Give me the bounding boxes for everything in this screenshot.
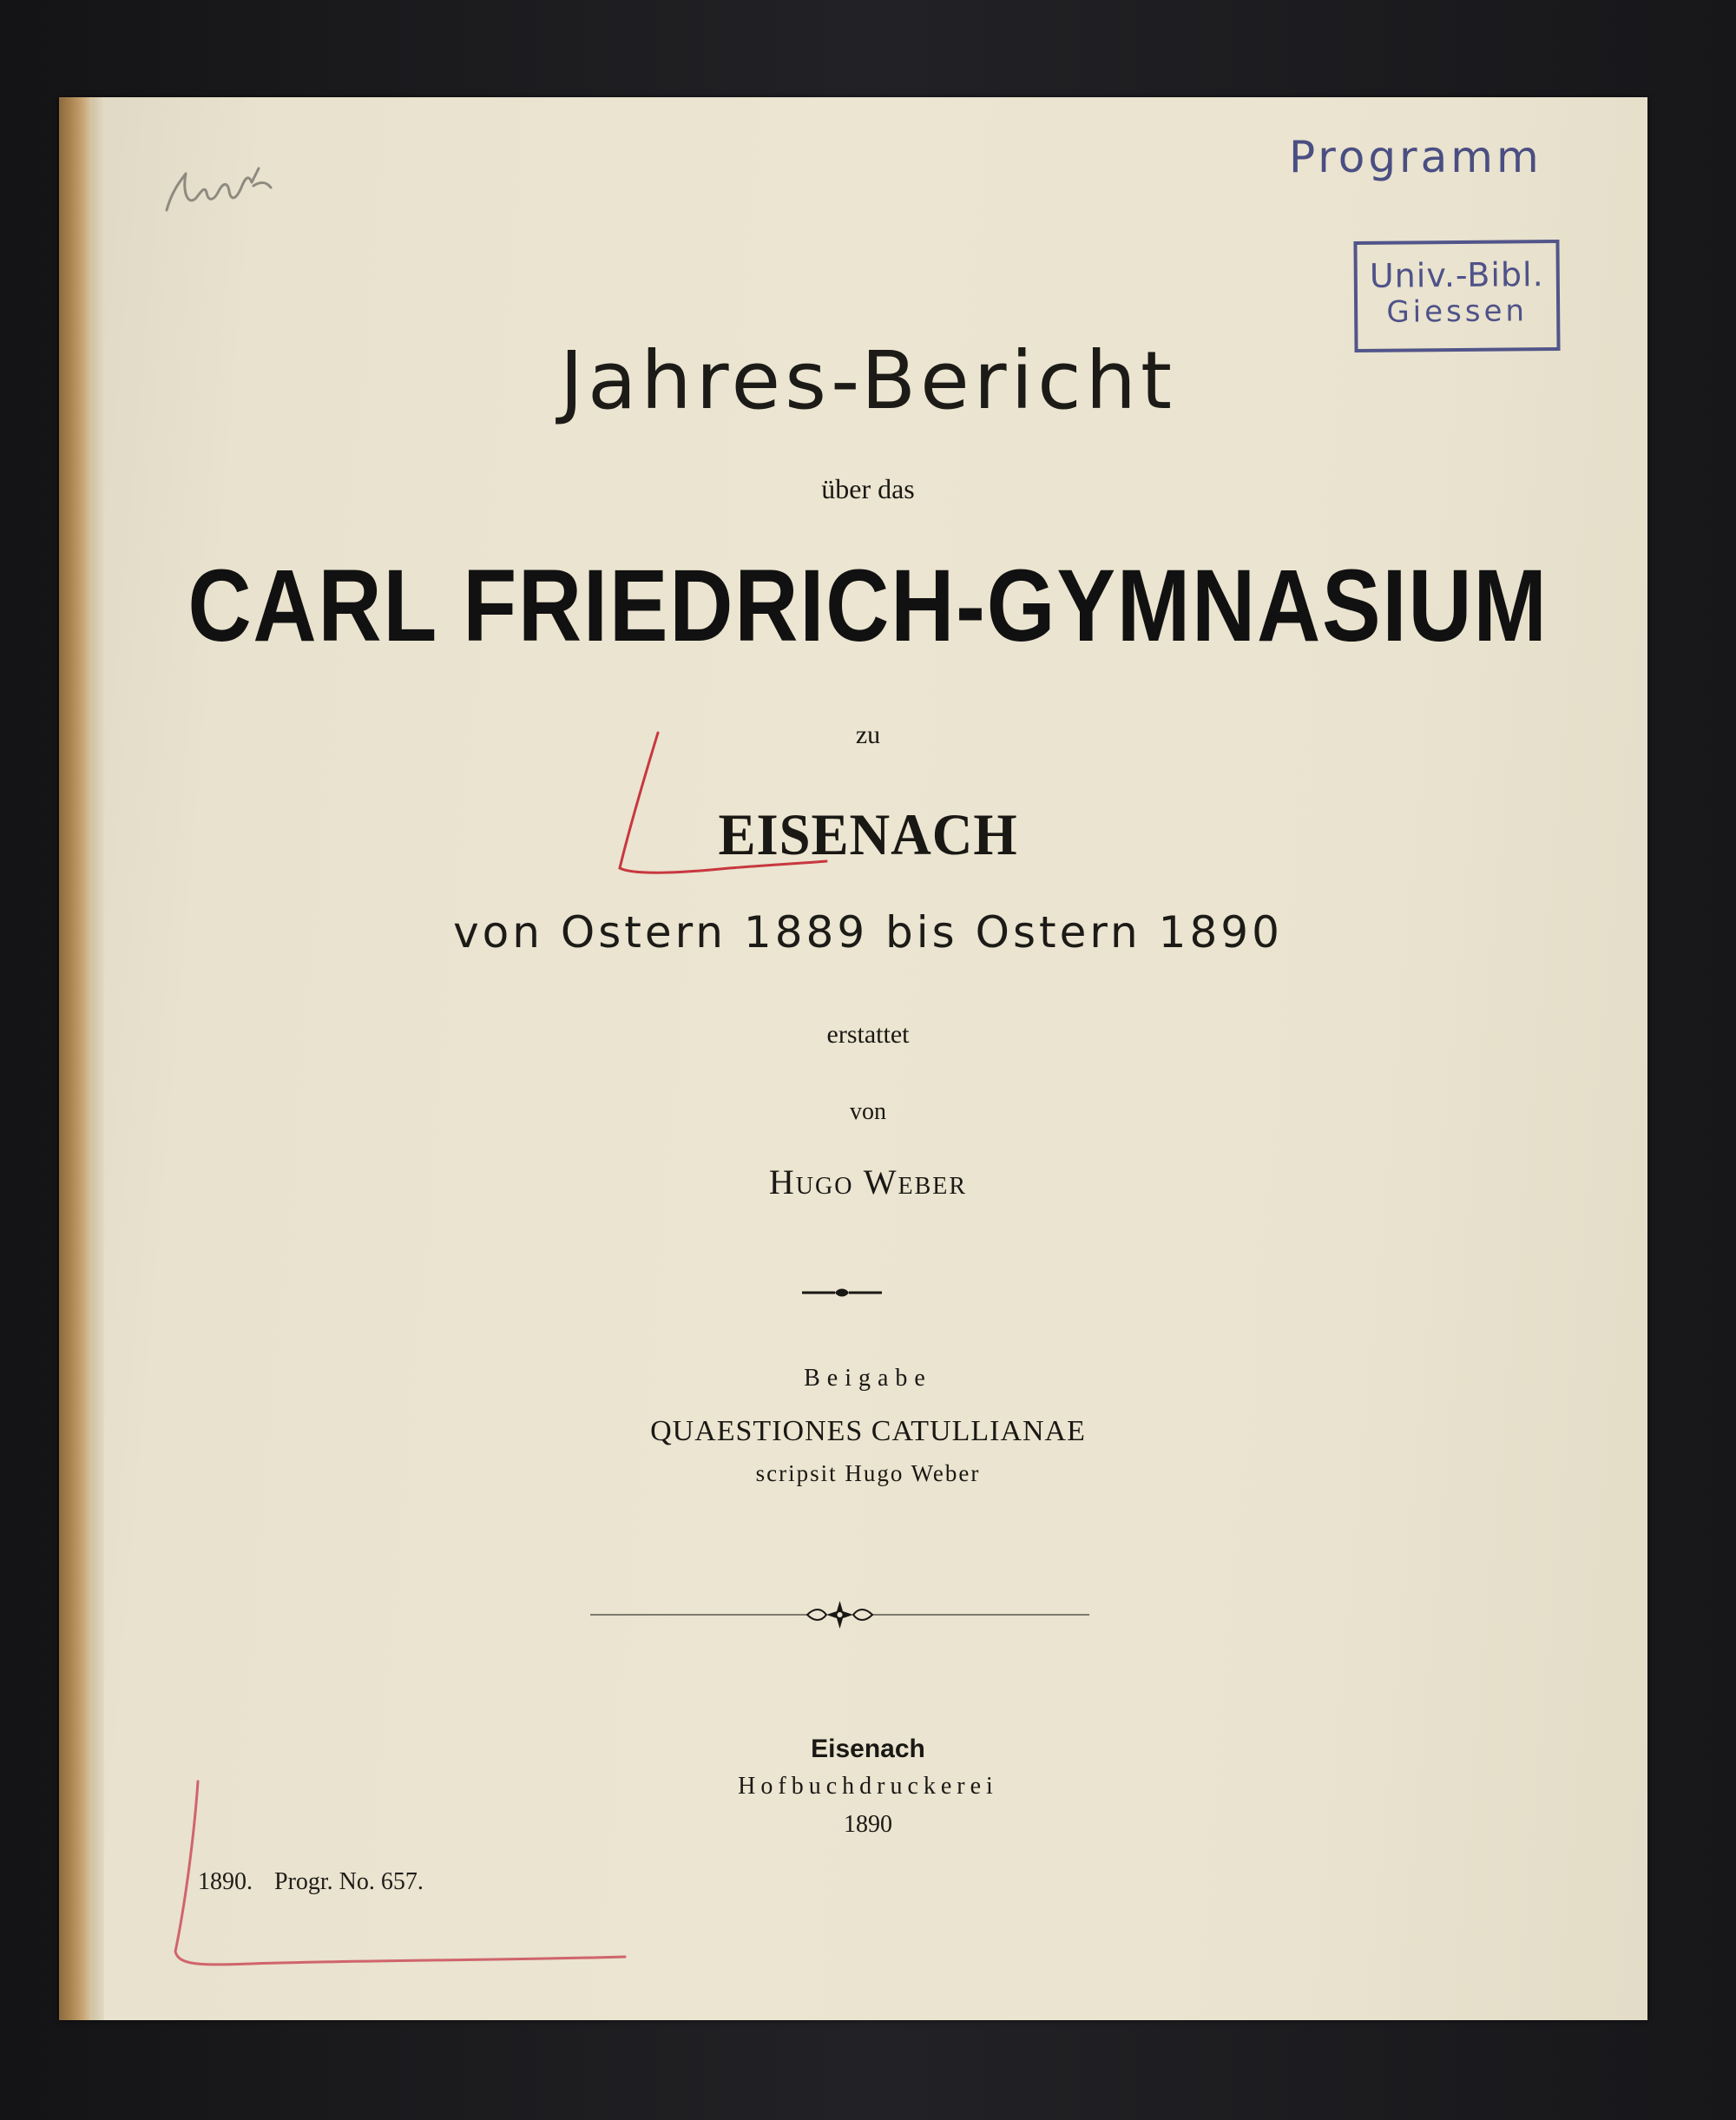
imprint-printer: Hofbuchdruckerei xyxy=(738,1773,998,1800)
supplement-byline: scripsit Hugo Weber xyxy=(755,1460,981,1486)
subtitle-connector: über das xyxy=(821,473,915,504)
red-pencil-mark xyxy=(156,1771,642,1979)
ornamental-rule xyxy=(590,1597,1089,1632)
library-stamp-line1: Univ.-Bibl. xyxy=(1369,255,1544,295)
catalog-program-number: Progr. No. 657. xyxy=(274,1868,424,1895)
programm-stamp: Programm xyxy=(1289,132,1542,182)
location-connector: zu xyxy=(855,721,881,749)
red-pencil-mark xyxy=(599,721,851,894)
supplement-title: QUAESTIONES CATULLIANAE xyxy=(650,1415,1086,1447)
flourish-divider xyxy=(800,1283,884,1302)
report-period: von Ostern 1889 bis Ostern 1890 xyxy=(453,907,1283,958)
author-name: Hugo Weber xyxy=(768,1162,968,1202)
imprint-city: Eisenach xyxy=(811,1735,925,1763)
report-verb: erstattet xyxy=(826,1020,910,1049)
catalog-year: 1890. xyxy=(198,1868,253,1895)
library-stamp-line2: Giessen xyxy=(1386,293,1529,330)
city-name: EISENACH xyxy=(718,801,1018,867)
supplement-label: Beigabe xyxy=(804,1365,932,1392)
pencil-annotation xyxy=(156,156,312,234)
report-title: Jahres-Bericht xyxy=(559,334,1177,427)
imprint-year: 1890 xyxy=(844,1811,892,1838)
institution-name: CARL FRIEDRICH-GYMNASIUM xyxy=(187,549,1549,663)
by-connector: von xyxy=(850,1098,886,1125)
